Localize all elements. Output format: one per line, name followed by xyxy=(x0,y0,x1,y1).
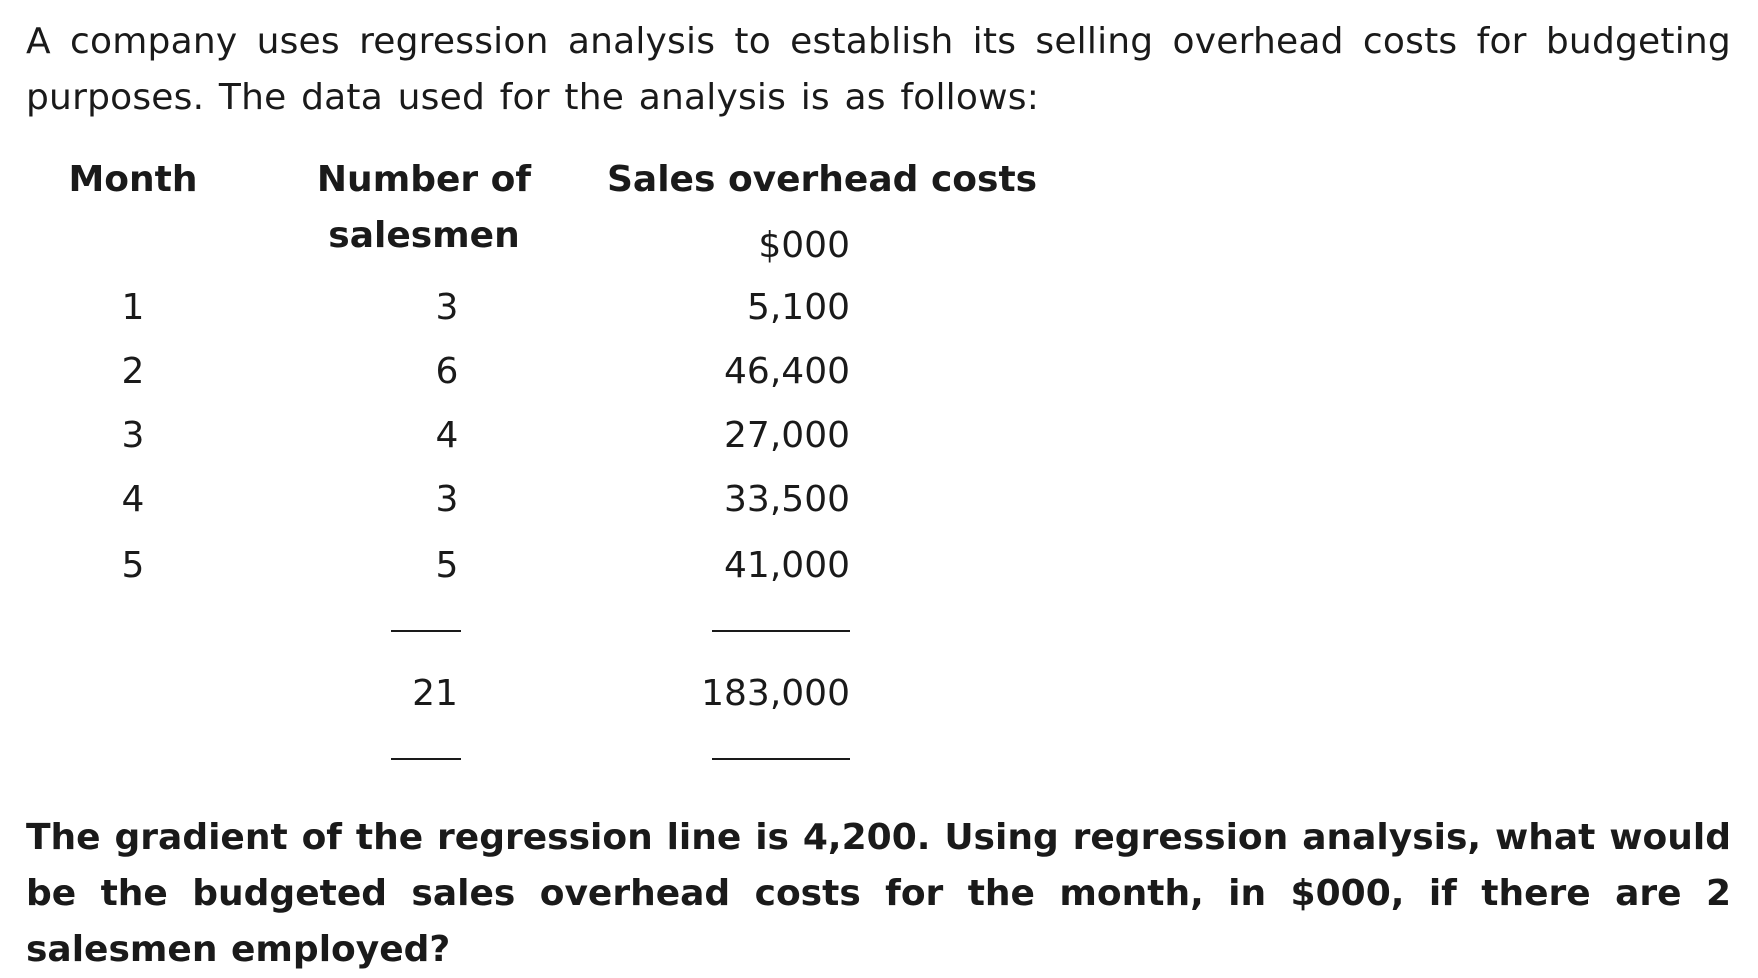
row-3-month: 3 xyxy=(121,415,145,456)
row-1-month: 1 xyxy=(121,287,145,328)
question-paragraph: The gradient of the regression line is 4,200. Using regression analysis, what would be the budgeted sales overhead costs for the month, in $000, if there are 2 salesmen employed? xyxy=(26,817,1731,970)
row-3-costs: 27,000 xyxy=(724,415,850,456)
row-3-salesmen: 4 xyxy=(435,415,459,456)
total-costs: 183,000 xyxy=(701,673,850,714)
costs-total-rule-bottom xyxy=(712,758,850,760)
header-costs: Sales overhead costs xyxy=(607,159,1038,200)
header-month: Month xyxy=(68,159,198,200)
row-2-month: 2 xyxy=(121,351,145,392)
header-salesmen-line2: salesmen xyxy=(328,215,520,256)
row-5-costs: 41,000 xyxy=(724,545,850,586)
header-costs-unit: $000 xyxy=(758,225,850,266)
row-4-costs: 33,500 xyxy=(724,479,850,520)
row-5-month: 5 xyxy=(121,545,145,586)
row-4-salesmen: 3 xyxy=(435,479,459,520)
salesmen-total-rule-top xyxy=(391,630,461,632)
row-1-costs: 5,100 xyxy=(746,287,850,328)
row-1-salesmen: 3 xyxy=(435,287,459,328)
costs-total-rule-top xyxy=(712,630,850,632)
salesmen-total-rule-bottom xyxy=(391,758,461,760)
total-salesmen: 21 xyxy=(412,673,458,714)
row-4-month: 4 xyxy=(121,479,145,520)
row-5-salesmen: 5 xyxy=(435,545,459,586)
row-2-costs: 46,400 xyxy=(724,351,850,392)
header-salesmen-line1: Number of xyxy=(316,159,532,200)
intro-paragraph: A company uses regression analysis to establish its selling overhead costs for budgeting purposes. The data used for the analysis is as follows: xyxy=(26,21,1731,118)
row-2-salesmen: 6 xyxy=(435,351,459,392)
